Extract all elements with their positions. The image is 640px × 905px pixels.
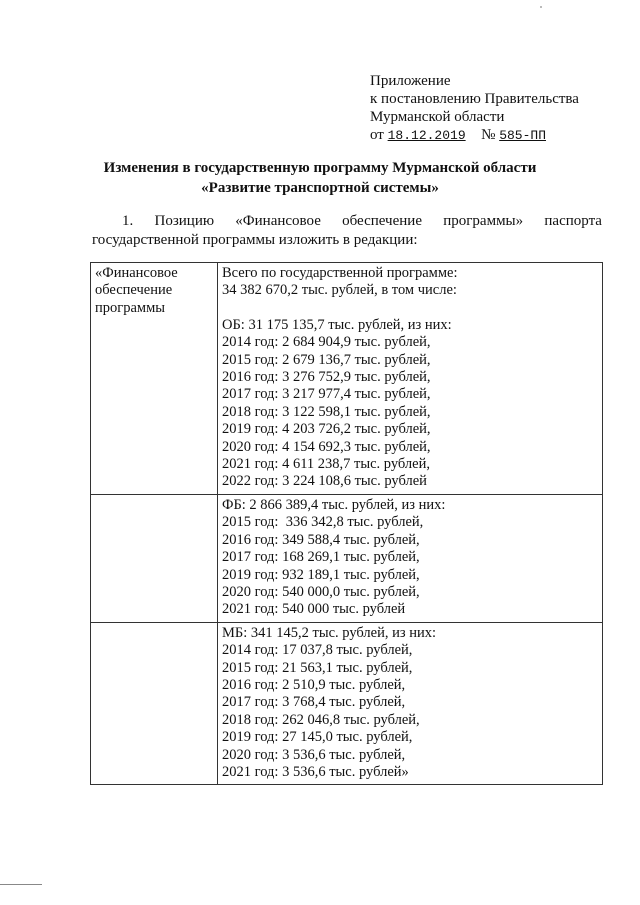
intro-word: обеспечение xyxy=(342,213,422,229)
mb-year-line: 2019 год: 27 145,0 тыс. рублей, xyxy=(222,729,413,746)
fb-year-line: 2019 год: 932 189,1 тыс. рублей, xyxy=(222,566,420,583)
intro-word: «Финансовое xyxy=(235,213,321,229)
table-row xyxy=(91,494,603,622)
regional-budget-cell xyxy=(218,263,603,495)
ob-total-line: ОБ: 31 175 135,7 тыс. рублей, из них: xyxy=(222,316,452,333)
fb-total-line: ФБ: 2 866 389,4 тыс. рублей, из них: xyxy=(222,496,446,513)
intro-paragraph xyxy=(92,212,602,250)
document-title xyxy=(0,158,640,198)
financing-label-cell xyxy=(91,263,218,495)
fb-year-line: 2017 год: 168 269,1 тыс. рублей, xyxy=(222,549,420,566)
annex-title: Приложение xyxy=(370,73,451,89)
fb-year-line: 2015 год: 336 342,8 тыс. рублей, xyxy=(222,514,424,531)
total-header-line: Всего по государственной программе: xyxy=(222,265,458,281)
number-label: № xyxy=(481,127,496,143)
ob-year-line: 2017 год: 3 217 977,4 тыс. рублей, xyxy=(222,386,431,403)
mb-year-line: 2021 год: 3 536,6 тыс. рублей» xyxy=(222,763,409,780)
fb-year-line: 2016 год: 349 588,4 тыс. рублей, xyxy=(222,531,420,548)
scan-edge-mark xyxy=(0,884,42,885)
title-line-1: Изменения в государственную программу Мурманской области xyxy=(103,160,537,176)
label-line: обеспечение xyxy=(95,282,173,299)
ob-year-line: 2015 год: 2 679 136,7 тыс. рублей, xyxy=(222,351,431,368)
intro-word: паспорта xyxy=(544,213,602,229)
total-amount-line: 34 382 670,2 тыс. рублей, в том числе: xyxy=(222,282,457,299)
fb-year-line: 2021 год: 540 000 тыс. рублей xyxy=(222,601,406,618)
empty-label-cell xyxy=(91,494,218,622)
label-line: программы xyxy=(95,299,165,316)
annex-reference xyxy=(370,126,579,145)
annex-region-line: Мурманской области xyxy=(370,109,505,125)
decree-date: 18.12.2019 xyxy=(387,128,466,143)
ob-year-line: 2014 год: 2 684 904,9 тыс. рублей, xyxy=(222,334,431,351)
intro-word: Позицию xyxy=(154,213,215,229)
federal-budget-cell xyxy=(218,494,603,622)
label-line: «Финансовое xyxy=(95,265,178,281)
intro-word: 1. xyxy=(122,213,134,229)
mb-year-line: 2020 год: 3 536,6 тыс. рублей, xyxy=(222,746,406,763)
decree-number: 585-ПП xyxy=(499,128,546,143)
mb-year-line: 2017 год: 3 768,4 тыс. рублей, xyxy=(222,694,406,711)
intro-line-2: государственной программы изложить в редакции: xyxy=(92,232,418,248)
mb-total-line: МБ: 341 145,2 тыс. рублей, из них: xyxy=(222,624,436,641)
ob-year-line: 2019 год: 4 203 726,2 тыс. рублей, xyxy=(222,421,431,438)
mb-year-line: 2014 год: 17 037,8 тыс. рублей, xyxy=(222,642,413,659)
table-row xyxy=(91,622,603,785)
ob-year-line: 2016 год: 3 276 752,9 тыс. рублей, xyxy=(222,369,431,386)
from-label: от xyxy=(370,127,384,143)
intro-word: программы» xyxy=(443,213,524,229)
fb-year-line: 2020 год: 540 000,0 тыс. рублей, xyxy=(222,583,420,600)
annex-block xyxy=(370,72,579,145)
mb-year-line: 2016 год: 2 510,9 тыс. рублей, xyxy=(222,676,406,693)
title-line-2: «Развитие транспортной системы» xyxy=(201,180,439,196)
intro-line-1 xyxy=(92,212,602,231)
financing-table xyxy=(90,262,603,785)
annex-decree-line: к постановлению Правительства xyxy=(370,91,579,107)
mb-year-line: 2015 год: 21 563,1 тыс. рублей, xyxy=(222,659,413,676)
municipal-budget-cell xyxy=(218,622,603,785)
table-row xyxy=(91,263,603,495)
mb-year-line: 2018 год: 262 046,8 тыс. рублей, xyxy=(222,711,420,728)
ob-year-line: 2022 год: 3 224 108,6 тыс. рублей xyxy=(222,473,427,490)
empty-label-cell xyxy=(91,622,218,785)
ob-year-line: 2021 год: 4 611 238,7 тыс. рублей, xyxy=(222,456,430,473)
ob-year-line: 2018 год: 3 122 598,1 тыс. рублей, xyxy=(222,403,431,420)
scan-dot xyxy=(540,6,542,8)
ob-year-line: 2020 год: 4 154 692,3 тыс. рублей, xyxy=(222,438,431,455)
